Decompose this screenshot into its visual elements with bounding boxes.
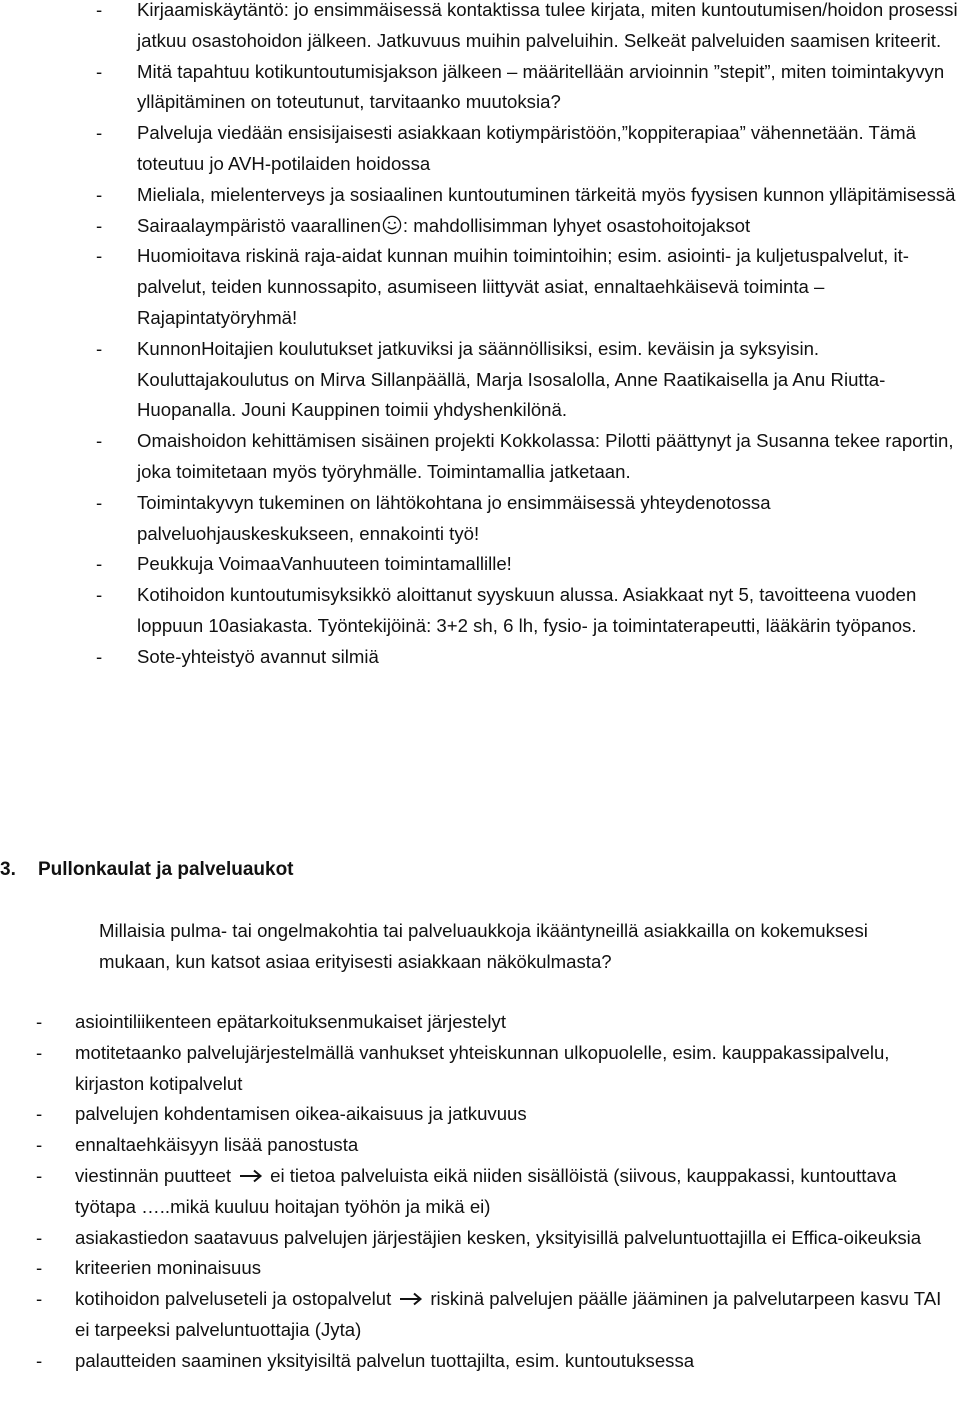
list-item xyxy=(0,1130,960,1161)
list-item xyxy=(0,334,960,426)
section-title: Pullonkaulat ja palveluaukot xyxy=(38,859,294,880)
list-dash: - xyxy=(36,1226,43,1248)
list-item xyxy=(0,180,960,211)
list-item-text: Sote-yhteistyö avannut silmiä xyxy=(137,645,379,667)
list-dash: - xyxy=(36,1041,43,1063)
list-item-text: asiakastiedon saatavuus palvelujen järjestäjien kesken, yksityisillä palveluntuottajilla ei Effica-oikeuksia xyxy=(75,1226,922,1248)
list-item-text: palautteiden saaminen yksityisiltä palvelun tuottajilta, esim. kuntoutuksessa xyxy=(75,1349,695,1371)
list-item xyxy=(0,1099,960,1130)
list-item xyxy=(0,211,960,242)
list-item-text: kriteerien moninaisuus xyxy=(75,1257,262,1279)
list-item-text: riskinä palvelujen päälle jääminen ja palvelutarpeen kasvu TAI ei tarpeeksi palveluntuottajia (Jyta) xyxy=(75,1288,942,1340)
section-number: 3. xyxy=(0,859,16,880)
list-item-text: Huomioitava riskinä raja-aidat kunnan muihin toimintoihin; esim. asiointi- ja kuljetuspalvelut, it-palvelut, teiden kunnossapito, asumiseen liittyvät asiat, ennaltaehkäisevä toiminta – Rajapintatyöryhmä! xyxy=(137,245,909,328)
list-item xyxy=(0,1223,960,1254)
list-item xyxy=(0,488,960,550)
list-item-text: : mahdollisimman lyhyet osastohoitojaksot xyxy=(402,214,751,236)
list-item-text: asiointiliikenteen epätarkoituksenmukaiset järjestelyt xyxy=(75,1011,506,1032)
list-item xyxy=(0,118,960,180)
list-dash: - xyxy=(96,0,103,20)
list-item-text: viestinnän puutteet xyxy=(75,1164,232,1186)
list-dash: - xyxy=(96,214,103,236)
list-dash: - xyxy=(36,1257,43,1279)
list-item-text: kotihoidon palveluseteli ja ostopalvelut xyxy=(75,1288,392,1310)
list-item-text: Mitä tapahtuu kotikuntoutumisjakson jälkeen – määritellään arvioinnin ”stepit”, miten toimintakyvyn ylläpitäminen on toteutunut, tarvitaanko muutoksia? xyxy=(137,60,945,113)
list-dash: - xyxy=(96,430,103,452)
list-item-text: Palveluja viedään ensisijaisesti asiakkaan kotiympäristöön,”koppiterapiaa” vähennetään. Tämä toteutuu jo AVH-potilaiden hoidossa xyxy=(137,122,916,174)
list-item-text: Mieliala, mielenterveys ja sosiaalinen kuntoutuminen tärkeitä myös fyysisen kunnon ylläpitämisessä xyxy=(137,183,956,205)
right-arrow-icon xyxy=(399,1292,423,1306)
list-item xyxy=(0,241,960,333)
list-item-text: motitetaanko palvelujärjestelmällä vanhukset yhteiskunnan ulkopuolelle, esim. kauppakassipalvelu, kirjaston kotipalvelut xyxy=(75,1041,890,1094)
list-item xyxy=(0,1161,960,1223)
list-item xyxy=(0,1007,960,1038)
list-item-text: Omaishoidon kehittämisen sisäinen projekti Kokkolassa: Pilotti päättynyt ja Susanna tekee raportin, joka toimitetaan myös työryhmälle. Toimintamallia jatketaan. xyxy=(137,430,954,482)
list-dash: - xyxy=(36,1349,43,1371)
list-dash: - xyxy=(96,584,103,606)
list-item xyxy=(0,1284,960,1346)
list-item-text: Kirjaamiskäytäntö: jo ensimmäisessä kontaktissa tulee kirjata, miten kuntoutumisen/hoidon prosessi jatkuu osastohoidon jälkeen. Jatkuvuus muihin palveluihin. Selkeät palveluiden saamisen kriteerit. xyxy=(137,0,958,51)
list-item xyxy=(0,1038,960,1100)
list-item-text: Kotihoidon kuntoutumisyksikkö aloittanut syyskuun alussa. Asiakkaat nyt 5, tavoitteena vuoden loppuun 10asiakasta. Työntekijöinä: 3+2 sh, 6 lh, fysio- ja toimintaterapeutti, lääkärin työpanos. xyxy=(137,584,917,636)
list-dash: - xyxy=(36,1103,43,1125)
list-item-text: ennaltaehkäisyyn lisää panostusta xyxy=(75,1134,359,1156)
section-question: Millaisia pulma- tai ongelmakohtia tai palveluaukkoja ikääntyneillä asiakkailla on kokemuksesi mukaan, kun katsot asiaa erityisesti asiakkaan näkökulmasta? xyxy=(99,920,868,972)
right-arrow-icon xyxy=(239,1169,263,1183)
list-dash: - xyxy=(96,491,103,513)
list-dash: - xyxy=(96,337,103,359)
list-item xyxy=(0,580,960,642)
list-item-text: ei tietoa palveluista eikä niiden sisällöistä (siivous, kauppakassi, kuntouttava työtapa …..mikä kuuluu hoitajan työhön ja mikä ei) xyxy=(75,1164,897,1217)
list-item-text: Toimintakyvyn tukeminen on lähtökohtana jo ensimmäisessä yhteydenotossa palveluohjauskeskukseen, ennakointi työ! xyxy=(137,491,771,544)
list-item-text: palvelujen kohdentamisen oikea-aikaisuus ja jatkuvuus xyxy=(75,1103,527,1125)
list-dash: - xyxy=(36,1288,43,1310)
list-dash: - xyxy=(96,122,103,144)
list-dash: - xyxy=(96,60,103,82)
list-dash: - xyxy=(36,1164,43,1186)
bullet-list-top xyxy=(0,0,960,673)
smiley-icon xyxy=(382,215,402,235)
list-item xyxy=(0,57,960,119)
section-heading xyxy=(0,855,294,885)
list-item xyxy=(0,1346,960,1377)
list-dash: - xyxy=(96,245,103,267)
list-dash: - xyxy=(36,1011,43,1032)
list-dash: - xyxy=(96,183,103,205)
list-item xyxy=(0,642,960,673)
list-item-text: Sairaalaympäristö vaarallinen xyxy=(137,214,381,236)
list-item-text: Peukkuja VoimaaVanhuuteen toimintamallille! xyxy=(137,553,512,575)
list-item xyxy=(0,1253,960,1284)
list-item xyxy=(0,426,960,488)
list-dash: - xyxy=(96,645,103,667)
list-dash: - xyxy=(36,1134,43,1156)
list-dash: - xyxy=(96,553,103,575)
bullet-list-bottom xyxy=(0,1007,960,1377)
list-item xyxy=(0,549,960,580)
list-item-text: KunnonHoitajien koulutukset jatkuviksi ja säännöllisiksi, esim. keväisin ja syksyisin. Kouluttajakoulutus on Mirva Sillanpäällä, Marja Isosalolla, Anne Raatikaisella ja Anu Riutta-Huopanalla. Jouni Kauppinen toimii yhdyshenkilönä. xyxy=(137,337,886,421)
list-item xyxy=(0,0,960,57)
